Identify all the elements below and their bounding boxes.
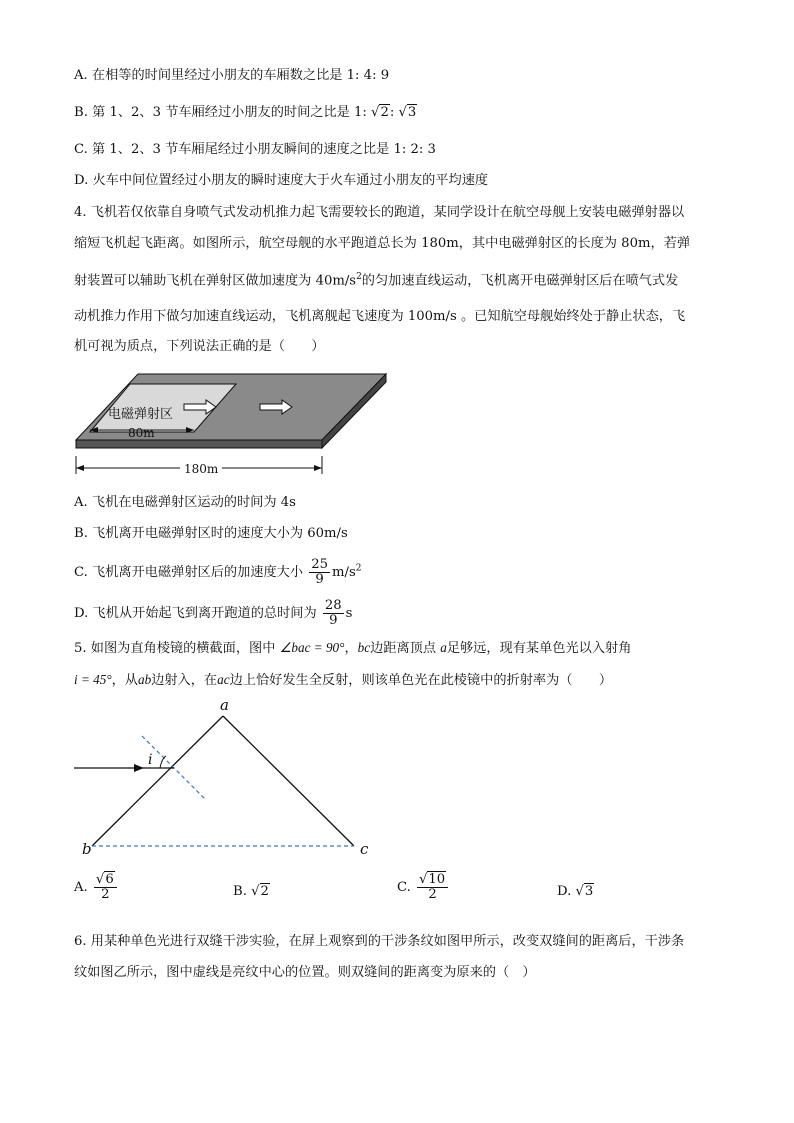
q5-stem-line2 xyxy=(74,670,612,691)
q6-stem-line2: 纹如图乙所示，图中虚线是亮纹中心的位置。则双缝间的距离变为原来的（ ） xyxy=(74,965,536,980)
q3-option-b-text: B. 第 1、2、3 节车厢经过小朋友的时间之比是 1: xyxy=(74,105,367,120)
label-i: i xyxy=(148,752,153,768)
q5-option-a xyxy=(74,873,119,902)
q4-option-c-sup: 2 xyxy=(355,563,362,574)
q4-option-b: B. 飞机离开电磁弹射区时的速度大小为 60m/s xyxy=(74,526,348,541)
sqrt-3-option: √3 xyxy=(575,884,594,899)
q5-option-d-label: D. xyxy=(557,884,572,899)
q4-stem-line2: 缩短飞机起飞距离。如图所示，航空母舰的水平跑道总长为 180m，其中电磁弹射区的长度为 80m，若弹 xyxy=(74,236,691,251)
q5-text-5: ，从 xyxy=(111,673,138,688)
q4-option-c-unit: m/s xyxy=(332,564,356,580)
q5-option-c xyxy=(397,873,450,902)
sqrt-2: √2 xyxy=(371,105,389,120)
q5-text-3: 边距离顶点 xyxy=(370,641,437,656)
q5-i-expr: i = 45° xyxy=(74,672,112,687)
fraction-sqrt10-2: $\frac{√10}{2}$ xyxy=(417,873,448,902)
q5-option-d xyxy=(557,882,594,902)
q5-option-a-label: A. xyxy=(74,879,88,895)
fraction-25-9: $\frac{25}{9}$ xyxy=(311,557,328,587)
q5-option-b-label: B. xyxy=(233,884,247,899)
q5-text-6: 边射入，在 xyxy=(151,673,218,688)
sqrt-3: √3 xyxy=(398,105,417,120)
q3-option-d: D. 火车中间位置经过小朋友的瞬时速度大于火车通过小朋友的平均速度 xyxy=(74,173,489,188)
dim-80m-label: 80m xyxy=(128,426,155,440)
incident-ray-arrow-icon xyxy=(134,764,144,772)
q5-option-b xyxy=(233,882,270,902)
q4-option-d xyxy=(74,599,352,628)
q4-line3-b: 的匀加速直线运动，飞机离开电磁弹射区后在喷气式发 xyxy=(361,273,679,289)
q4-stem-line1: 4. 飞机若仅依靠自身喷气式发动机推力起飞需要较长的跑道，某同学设计在航空母舰上安装电磁弹射器以 xyxy=(74,205,685,220)
q4-option-a: A. 飞机在电磁弹射区运动的时间为 4s xyxy=(74,495,296,510)
vertex-label-c: c xyxy=(360,840,369,858)
q4-option-d-unit: s xyxy=(345,605,353,621)
q3-option-b-sep: : xyxy=(389,105,395,120)
q5-text-1: 5. 如图为直角棱镜的横截面，图中 xyxy=(74,641,276,656)
fraction-sqrt6-2: $\frac{√6}{2}$ xyxy=(94,873,117,902)
q5-a: a xyxy=(440,640,447,655)
q4-line3-sup: 2 xyxy=(356,272,362,282)
catapult-zone-label: 电磁弹射区 xyxy=(108,407,174,422)
q4-stem-line3 xyxy=(74,267,678,291)
q4-option-c xyxy=(74,558,361,587)
prism-side-ab xyxy=(92,716,223,846)
q4-line3-a: 射装置可以辅助飞机在弹射区做加速度为 40m/s xyxy=(74,273,357,289)
q5-text-4: 足够远，现有某单色光以入射角 xyxy=(446,641,632,656)
q5-angle-expr: ∠bac = 90° xyxy=(279,640,345,655)
q5-ac: ac xyxy=(217,672,230,687)
q4-option-d-text: D. 飞机从开始起飞到离开跑道的总时间为 xyxy=(74,605,317,621)
q5-stem-line1 xyxy=(74,638,631,659)
sqrt-2-option: √2 xyxy=(251,884,269,899)
dim-180m-arrow-left-icon xyxy=(76,465,84,471)
q5-option-c-label: C. xyxy=(397,879,411,895)
prism-side-ac xyxy=(223,716,354,846)
q3-option-c: C. 第 1、2、3 节车厢尾经过小朋友瞬间的速度之比是 1: 2: 3 xyxy=(74,142,436,157)
q5-text-2: ， xyxy=(344,641,358,656)
runway-front-face xyxy=(76,440,322,448)
q5-bc: bc xyxy=(357,640,371,655)
carrier-runway-figure xyxy=(70,370,390,480)
q5-ab: ab xyxy=(138,672,152,687)
q4-option-c-text: C. 飞机离开电磁弹射区后的加速度大小 xyxy=(74,564,304,580)
dim-180m-label: 180m xyxy=(184,462,219,476)
q4-stem-line4: 动机推力作用下做匀加速直线运动，飞机离舰起飞速度为 100m/s 。已知航空母舰始终处于静止状态，飞 xyxy=(74,309,686,324)
q3-option-b xyxy=(74,103,417,123)
vertex-label-b: b xyxy=(82,840,92,858)
q3-option-a: A. 在相等的时间里经过小朋友的车厢数之比是 1: 4: 9 xyxy=(74,68,390,83)
vertex-label-a: a xyxy=(220,696,229,714)
q4-stem-line5: 机可视为质点，下列说法正确的是（ ） xyxy=(74,339,325,354)
q6-stem-line1: 6. 用某种单色光进行双缝干涉实验，在屏上观察到的干涉条纹如图甲所示，改变双缝间的距离后，干涉条 xyxy=(74,934,685,949)
prism-figure xyxy=(70,696,380,861)
fraction-28-9: $\frac{28}{9}$ xyxy=(324,598,342,628)
dim-180m-arrow-right-icon xyxy=(314,465,322,471)
q5-text-7: 边上恰好发生全反射，则该单色光在此棱镜中的折射率为（ ） xyxy=(229,673,613,688)
